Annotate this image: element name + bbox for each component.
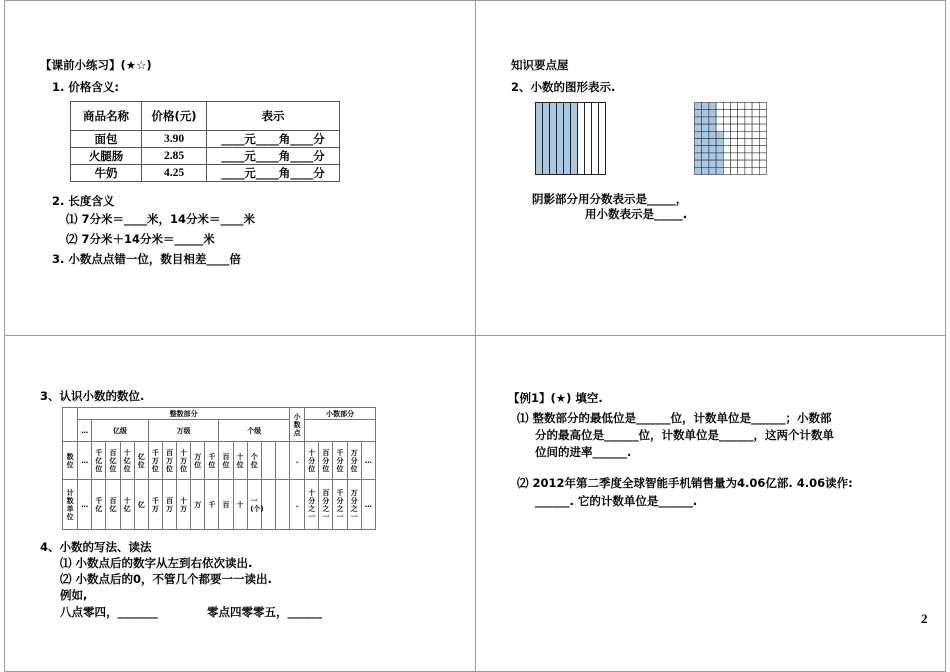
empty-cell: [723, 153, 730, 160]
empty-cell: [745, 146, 752, 153]
decimal-question: 用小数表示是_____.: [585, 207, 688, 221]
empty-cell: [745, 117, 752, 124]
empty-cell: [738, 153, 745, 160]
shaded-cell: [702, 139, 709, 146]
shaded-strip: [550, 103, 557, 175]
empty-cell: [752, 110, 759, 117]
empty-cell: [752, 139, 759, 146]
empty-cell: [745, 103, 752, 110]
empty-cell: [759, 153, 766, 160]
empty-cell: [745, 124, 752, 131]
col-rep: 表示: [207, 102, 340, 131]
empty-cell: [731, 117, 738, 124]
empty-cell: [759, 160, 766, 167]
item3-title: 3. 小数点点错一位，数目相差____倍: [52, 252, 241, 266]
item2-b: ⑵ 7分米＋14分米＝_____米: [66, 232, 215, 246]
shaded-cell: [716, 167, 723, 174]
empty-cell: [752, 117, 759, 124]
item1-title: 1. 价格含义:: [52, 80, 119, 94]
empty-cell: [731, 153, 738, 160]
shaded-cell: [695, 117, 702, 124]
empty-cell: [723, 146, 730, 153]
shaded-cell: [702, 103, 709, 110]
empty-cell: [731, 124, 738, 131]
empty-cell: [752, 131, 759, 138]
point-header: 小数点: [290, 408, 305, 442]
empty-cell: [759, 103, 766, 110]
shaded-cell: [716, 139, 723, 146]
example-label: 例如,: [60, 588, 88, 602]
wan-group: 万级: [148, 420, 219, 442]
empty-cell: [745, 139, 752, 146]
empty-cell: [745, 110, 752, 117]
empty-cell: [759, 117, 766, 124]
empty-cell: [731, 103, 738, 110]
shaded-cell: [709, 160, 716, 167]
shaded-cell: [702, 110, 709, 117]
shaded-strip: [571, 103, 578, 175]
read-rule-1: ⑴ 小数点后的数字从左到右依次读出.: [60, 556, 253, 570]
empty-cell: [745, 167, 752, 174]
empty-cell: [738, 146, 745, 153]
empty-cell: [723, 103, 730, 110]
shaded-cell: [709, 103, 716, 110]
price-table: [70, 101, 340, 182]
empty-cell: [723, 124, 730, 131]
empty-cell: [759, 146, 766, 153]
shaded-cell: [709, 167, 716, 174]
empty-cell: [731, 146, 738, 153]
strip-diagram: [535, 102, 607, 176]
shaded-cell: [702, 160, 709, 167]
empty-cell: [738, 124, 745, 131]
hundred-grid-diagram: [694, 102, 768, 176]
yi-group: 亿级: [92, 420, 149, 442]
empty-cell: [731, 131, 738, 138]
example-b: 零点四零零五，______: [207, 605, 322, 619]
shaded-strip: [557, 103, 564, 175]
table-row: 火腿肠 2.85 ____元____角____分: [71, 148, 340, 165]
shaded-cell: [702, 124, 709, 131]
empty-cell: [752, 167, 759, 174]
item2-a: ⑴ 7分米＝____米，14分米＝____米: [66, 212, 256, 226]
shaded-cell: [709, 117, 716, 124]
shaded-cell: [709, 110, 716, 117]
empty-cell: [752, 103, 759, 110]
empty-cell: [752, 153, 759, 160]
shaded-strip: [536, 103, 543, 175]
empty-cell: [745, 153, 752, 160]
empty-cell: [752, 146, 759, 153]
read-rule-2: ⑵ 小数点后的0，不管几个都要一一读出.: [60, 572, 272, 586]
empty-cell: [745, 131, 752, 138]
example-a: 八点零四，_______: [60, 605, 158, 619]
ex1-part1-line3: 位间的进率______.: [535, 445, 632, 459]
empty-cell: [723, 117, 730, 124]
empty-cell: [723, 160, 730, 167]
empty-cell: [745, 160, 752, 167]
empty-cell: [738, 103, 745, 110]
shaded-cell: [716, 131, 723, 138]
shaded-cell: [702, 117, 709, 124]
empty-cell: [752, 160, 759, 167]
ge-group: 个级: [219, 420, 290, 442]
empty-cell: [716, 103, 723, 110]
ex1-part1-line2: 分的最高位是______位，计数单位是______，这两个计数单: [535, 428, 834, 442]
shaded-cell: [702, 153, 709, 160]
empty-cell: [723, 110, 730, 117]
empty-cell: [738, 160, 745, 167]
ex1-part2-line1: ⑵ 2012年第二季度全球智能手机销售量为4.06亿部. 4.06读作:: [517, 476, 853, 490]
empty-cell: [731, 167, 738, 174]
place-value-table: 整数部分 小数点 小数部分 … 亿级 万级 个级 数位 … 千亿位 百亿位 十亿位 亿位 千万位 百万位 十万位 万位 千位 百位 十位 个位 . 十分位 百分位 千分位 万分位 … 计数单位 … 千亿 百亿 十亿 亿 千万 百万 十万 万 千 百 十 一(个) . 十分之一 百分之一 千分之一 万分之一 …: [62, 407, 376, 530]
empty-cell: [759, 167, 766, 174]
shaded-cell: [702, 146, 709, 153]
shaded-strip: [564, 103, 571, 175]
shaded-cell: [702, 131, 709, 138]
empty-cell: [738, 117, 745, 124]
read-write-title: 4、小数的写法、读法: [40, 540, 152, 554]
empty-cell: [738, 110, 745, 117]
graphic-subtitle: 2、小数的图形表示.: [511, 80, 616, 94]
empty-strip: [578, 103, 585, 175]
empty-cell: [716, 117, 723, 124]
shaded-cell: [716, 160, 723, 167]
integer-part-header: 整数部分: [78, 408, 290, 420]
empty-strip: [599, 103, 606, 175]
empty-cell: [723, 167, 730, 174]
empty-strip: [592, 103, 599, 175]
shaded-cell: [716, 146, 723, 153]
empty-strip: [585, 103, 592, 175]
shaded-cell: [709, 131, 716, 138]
digit-row: 数位 … 千亿位 百亿位 十亿位 亿位 千万位 百万位 十万位 万位 千位 百位 十位 个位 . 十分位 百分位 千分位 万分位 …: [63, 442, 376, 480]
shaded-cell: [709, 124, 716, 131]
shaded-cell: [695, 110, 702, 117]
example1-title: 【例1】(★) 填空.: [508, 391, 603, 405]
shaded-cell: [695, 103, 702, 110]
table-row: 面包 3.90 ____元____角____分: [71, 131, 340, 148]
shaded-strip: [543, 103, 550, 175]
ex1-part2-line2: ______. 它的计数单位是______.: [535, 494, 698, 508]
table-row: 牛奶 4.25 ____元____角____分: [71, 165, 340, 182]
col-name: 商品名称: [71, 102, 142, 131]
col-price: 价格(元): [142, 102, 207, 131]
empty-cell: [731, 160, 738, 167]
knowledge-title: 知识要点屋: [511, 58, 569, 72]
practice-heading: 【课前小练习】(★☆): [40, 58, 152, 72]
shaded-cell: [709, 139, 716, 146]
empty-cell: [738, 131, 745, 138]
empty-cell: [738, 139, 745, 146]
shaded-cell: [709, 153, 716, 160]
empty-cell: [752, 124, 759, 131]
unit-row: 计数单位 … 千亿 百亿 十亿 亿 千万 百万 十万 万 千 百 十 一(个) . 十分之一 百分之一 千分之一 万分之一 …: [63, 480, 376, 530]
shaded-cell: [716, 153, 723, 160]
empty-cell: [723, 131, 730, 138]
decimal-part-header: 小数部分: [305, 408, 376, 420]
empty-cell: [738, 167, 745, 174]
shaded-cell: [702, 167, 709, 174]
empty-cell: [759, 139, 766, 146]
place-value-title: 3、认识小数的数位.: [40, 389, 145, 403]
ex1-part1-line1: ⑴ 整数部分的最低位是______位，计数单位是______；小数部: [517, 411, 832, 425]
shaded-cell: [695, 124, 702, 131]
page-number: 2: [921, 611, 928, 626]
empty-cell: [716, 110, 723, 117]
shaded-cell: [695, 167, 702, 174]
empty-cell: [759, 131, 766, 138]
fraction-question: 阴影部分用分数表示是_____，: [532, 192, 688, 206]
shaded-cell: [695, 153, 702, 160]
item2-title: 2. 长度含义: [52, 194, 115, 208]
empty-cell: [731, 139, 738, 146]
empty-cell: [716, 124, 723, 131]
empty-cell: [731, 110, 738, 117]
shaded-cell: [695, 146, 702, 153]
shaded-cell: [695, 160, 702, 167]
empty-cell: [759, 110, 766, 117]
shaded-cell: [695, 131, 702, 138]
shaded-cell: [709, 146, 716, 153]
shaded-cell: [695, 139, 702, 146]
empty-cell: [723, 139, 730, 146]
empty-cell: [759, 124, 766, 131]
